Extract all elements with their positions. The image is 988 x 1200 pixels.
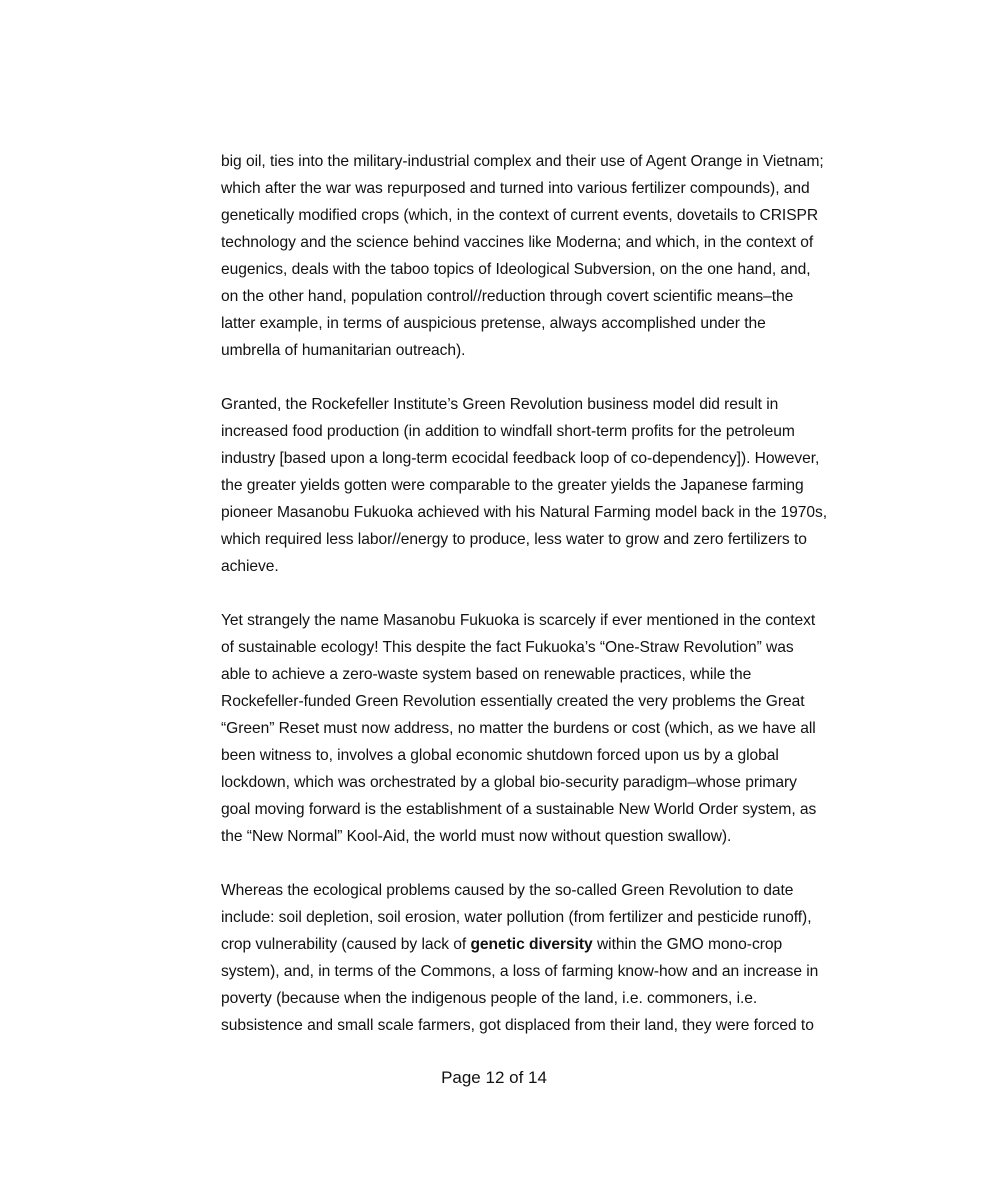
text-line: the greater yields gotten were comparable to the greater yields the Japanese farming: [221, 477, 804, 494]
text-line: of sustainable ecology! This despite the fact Fukuoka’s “One-Straw Revolution” was: [221, 639, 794, 656]
text-line: goal moving forward is the establishment of a sustainable New World Order system, as: [221, 801, 817, 818]
text-line: the “New Normal” Kool-Aid, the world must now without question swallow).: [221, 828, 732, 845]
text-line: which after the war was repurposed and turned into various fertilizer compounds), and: [221, 180, 810, 197]
text-line: able to achieve a zero-waste system based on renewable practices, while the: [221, 666, 752, 683]
text-line: genetically modified crops (which, in the context of current events, dovetails to CRISPR: [221, 207, 819, 224]
paragraph-spacer: [221, 850, 821, 877]
text-fragment: within the GMO mono-crop: [592, 936, 783, 953]
text-line: subsistence and small scale farmers, got displaced from their land, they were forced to: [221, 1017, 814, 1034]
text-line: which required less labor//energy to produce, less water to grow and zero fertilizers to: [221, 531, 807, 548]
text-line: “Green” Reset must now address, no matter the burdens or cost (which, as we have all: [221, 720, 816, 737]
text-line: increased food production (in addition to windfall short-term profits for the petroleum: [221, 423, 795, 440]
text-line: technology and the science behind vaccines like Moderna; and which, in the context of: [221, 234, 814, 251]
paragraph-1: [221, 148, 824, 364]
text-line-with-emphasis: [221, 931, 821, 958]
paragraph-4: [221, 877, 821, 1039]
text-line: lockdown, which was orchestrated by a global bio-security paradigm–whose primary: [221, 774, 797, 791]
text-line: been witness to, involves a global economic shutdown forced upon us by a global: [221, 747, 779, 764]
paragraph-spacer: [221, 580, 821, 607]
text-line: include: soil depletion, soil erosion, water pollution (from fertilizer and pesticide runoff),: [221, 909, 812, 926]
bold-term: genetic diversity: [470, 936, 593, 953]
text-line: pioneer Masanobu Fukuoka achieved with his Natural Farming model back in the 1970s,: [221, 504, 828, 521]
paragraph-3: [221, 607, 821, 850]
text-line: latter example, in terms of auspicious pretense, always accomplished under the: [221, 315, 766, 332]
paragraph-2: [221, 391, 828, 580]
text-fragment: crop vulnerability (caused by lack of: [221, 936, 471, 953]
text-line: system), and, in terms of the Commons, a loss of farming know-how and an increase in: [221, 963, 819, 980]
text-line: eugenics, deals with the taboo topics of Ideological Subversion, on the one hand, and,: [221, 261, 811, 278]
text-line: industry [based upon a long-term ecocidal feedback loop of co-dependency]). However,: [221, 450, 820, 467]
text-line: poverty (because when the indigenous people of the land, i.e. commoners, i.e.: [221, 990, 758, 1007]
text-line: Whereas the ecological problems caused by the so-called Green Revolution to date: [221, 882, 794, 899]
text-line: umbrella of humanitarian outreach).: [221, 342, 466, 359]
text-line: big oil, ties into the military-industrial complex and their use of Agent Orange in Vietnam;: [221, 153, 824, 170]
paragraph-spacer: [221, 364, 821, 391]
text-line: Granted, the Rockefeller Institute’s Green Revolution business model did result in: [221, 396, 779, 413]
text-line: Yet strangely the name Masanobu Fukuoka is scarcely if ever mentioned in the context: [221, 612, 816, 629]
body-text: [221, 148, 828, 1039]
text-line: Rockefeller-funded Green Revolution essentially created the very problems the Great: [221, 693, 805, 710]
page-number-footer: Page 12 of 14: [441, 1068, 547, 1087]
text-line: achieve.: [221, 558, 279, 575]
text-line: on the other hand, population control//reduction through covert scientific means–the: [221, 288, 794, 305]
